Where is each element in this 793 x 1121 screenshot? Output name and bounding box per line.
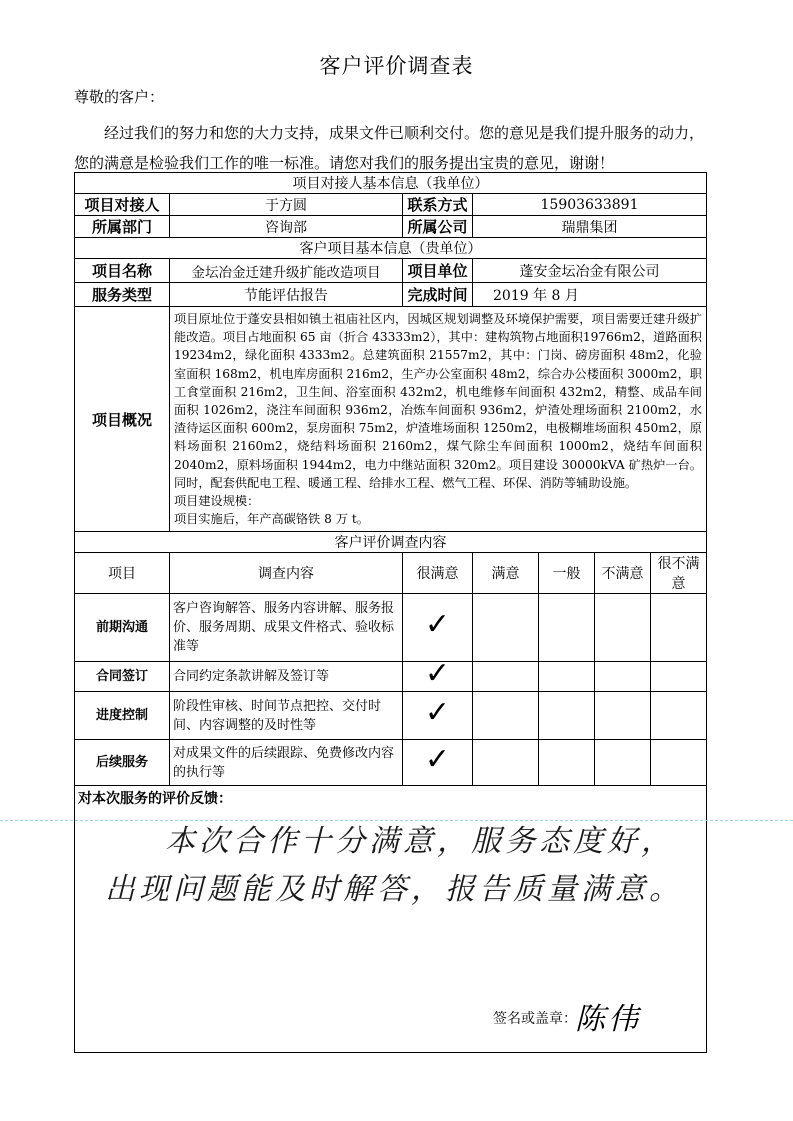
satisfied-cell[interactable]: [473, 740, 539, 786]
scan-guide-line: [0, 820, 793, 821]
page-title: 客户评价调查表: [319, 54, 474, 78]
completion-time-value: 2019 年 8 月: [473, 283, 707, 307]
unsatisfied-cell[interactable]: [595, 662, 651, 692]
very-satisfied-cell[interactable]: [403, 594, 473, 662]
satisfied-cell[interactable]: [473, 662, 539, 692]
col-average: 一般: [539, 553, 595, 594]
very-unsatisfied-cell[interactable]: [651, 662, 707, 692]
contact-value: 于方圆: [170, 194, 403, 216]
col-content: 调查内容: [170, 553, 403, 594]
check-mark-icon: ✓: [424, 607, 451, 643]
average-cell[interactable]: [539, 662, 595, 692]
check-mark-icon: ✓: [424, 695, 451, 731]
average-cell[interactable]: [539, 740, 595, 786]
intro-paragraph: 经过我们的努力和您的大力支持，成果文件已顺利交付。您的意见是我们提升服务的动力，您的满意是检验我们工作的唯一标准。请您对我们的服务提出宝贵的意见，谢谢！: [74, 124, 705, 172]
average-cell[interactable]: [539, 692, 595, 740]
scale-label: 项目建设规模：: [174, 494, 260, 509]
handwritten-feedback-line2: 出现问题能及时解答，报告质量满意。: [105, 872, 683, 908]
row-item: 前期沟通: [75, 594, 170, 662]
client-info-header: 客户项目基本信息（贵单位）: [75, 238, 707, 259]
project-name-value: 金坛冶金迁建升级扩能改造项目: [170, 259, 403, 283]
signature: 陈伟: [575, 1002, 641, 1038]
phone-label: 联系方式: [403, 194, 473, 216]
overview-text: 项目原址位于蓬安县相如镇土祖庙社区内，因城区规划调整及环境保护需要，项目需要迁建升级扩能改造。项目占地面积 65 亩（折合 43333m2），其中：建构筑物占地面积19766m2，道路面积 19234m2，绿化面积 4333m2。总建筑面积 21557m2，其中：门岗、磅房面积 48m2，化验室面积 168m2，机电库房面积 216m2，生产办公室面积 48m2，综合办公楼面积 3000m2，职工食堂面积 216m2，卫生间、浴室面积 432m2，机电维修车间面积 432m2，精整、成品车间面积 1026m2，浇注车间面积 936m2，冶炼车间面积 936m2，炉渣处理场面积 2100m2，水渣待运区面积 600m2，泵房面积 75m2，炉渣堆场面积 1250m2，电极糊堆场面积 450m2，原料场面积 2160m2，烧结料场面积 2160m2，煤气除尘车间面积 1000m2，烧结车间面积 2040m2，原料场面积 1944m2，电力中继站面积 320m2。项目建设 30000kVA 矿热炉一台。同时，配套供配电工程、暖通工程、给排水工程、燃气工程、环保、消防等辅助设施。: [174, 312, 702, 490]
service-type-value: 节能评估报告: [170, 283, 403, 307]
unsatisfied-cell[interactable]: [595, 594, 651, 662]
feedback-label: 对本次服务的评价反馈：: [78, 791, 232, 808]
col-unsatisfied: 不满意: [595, 553, 651, 594]
unsatisfied-cell[interactable]: [595, 740, 651, 786]
dept-value: 咨询部: [170, 216, 403, 238]
very-satisfied-cell[interactable]: [403, 740, 473, 786]
survey-form: [74, 172, 706, 1053]
very-unsatisfied-cell[interactable]: [651, 594, 707, 662]
project-unit-label: 项目单位: [403, 259, 473, 283]
very-satisfied-cell[interactable]: [403, 692, 473, 740]
row-content: 合同约定条款讲解及签订等: [170, 662, 403, 692]
col-very-unsatisfied: 很不满意: [651, 553, 707, 594]
row-item: 进度控制: [75, 692, 170, 740]
dept-label: 所属部门: [75, 216, 170, 238]
completion-time-label: 完成时间: [403, 283, 473, 307]
company-value: 瑞鼎集团: [473, 216, 707, 238]
average-cell[interactable]: [539, 594, 595, 662]
col-satisfied: 满意: [473, 553, 539, 594]
check-mark-icon: ✓: [424, 656, 451, 692]
row-item: 后续服务: [75, 740, 170, 786]
col-item: 项目: [75, 553, 170, 594]
satisfied-cell[interactable]: [473, 692, 539, 740]
col-very-satisfied: 很满意: [403, 553, 473, 594]
our-info-header: 项目对接人基本信息（我单位）: [75, 173, 707, 194]
handwritten-feedback-line1: 本次合作十分满意，服务态度好，: [165, 824, 675, 860]
unsatisfied-cell[interactable]: [595, 692, 651, 740]
phone-value: 15903633891: [473, 194, 707, 216]
scale-text: 项目实施后，年产高碳铬铁 8 万 t。: [174, 512, 369, 527]
overview-cell: [170, 307, 707, 532]
very-satisfied-cell[interactable]: [403, 656, 473, 692]
very-unsatisfied-cell[interactable]: [651, 692, 707, 740]
greeting: 尊敬的客户：: [74, 88, 165, 106]
row-item: 合同签订: [75, 662, 170, 692]
project-unit-value: 蓬安金坛冶金有限公司: [473, 259, 707, 283]
row-content: 阶段性审核、时间节点把控、交付时间、内容调整的及时性等: [170, 692, 403, 740]
company-label: 所属公司: [403, 216, 473, 238]
check-mark-icon: ✓: [424, 742, 451, 778]
signature-label: 签名或盖章：: [493, 1011, 577, 1028]
overview-label: 项目概况: [75, 307, 170, 532]
feedback-box[interactable]: [75, 786, 707, 1053]
row-content: 客户咨询解答、服务内容讲解、服务报价、服务周期、成果文件格式、验收标准等: [170, 594, 403, 662]
contact-label: 项目对接人: [75, 194, 170, 216]
service-type-label: 服务类型: [75, 283, 170, 307]
satisfied-cell[interactable]: [473, 594, 539, 662]
row-content: 对成果文件的后续跟踪、免费修改内容的执行等: [170, 740, 403, 786]
very-unsatisfied-cell[interactable]: [651, 740, 707, 786]
evaluation-header: 客户评价调查内容: [75, 532, 707, 553]
project-name-label: 项目名称: [75, 259, 170, 283]
